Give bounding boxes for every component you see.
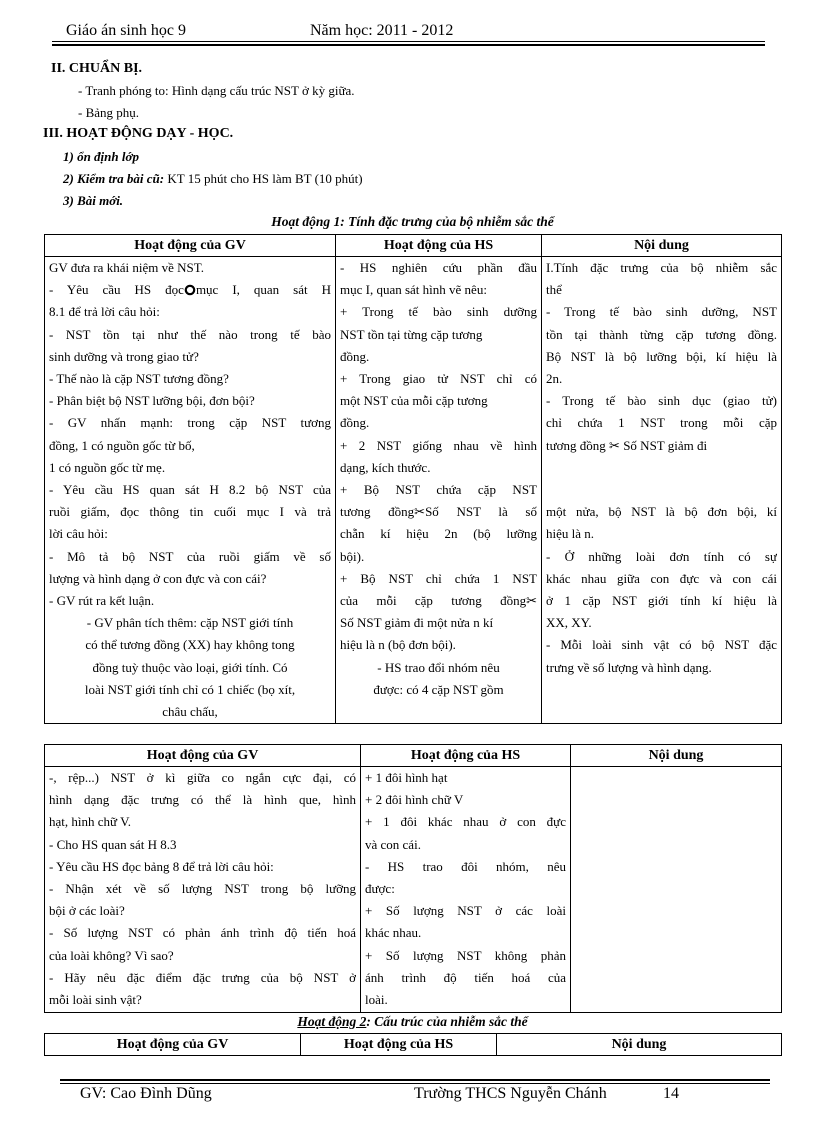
gv-line: - Nhận xét về số lượng NST trong bộ lưỡng <box>49 881 356 897</box>
gv-line: sinh dưỡng và trong giao tử? <box>49 348 199 364</box>
footer-page-number: 14 <box>663 1085 679 1102</box>
hs-line: đồng. <box>340 415 370 431</box>
hs-line: của mỗi cặp tương đồng✂ <box>340 593 537 609</box>
col-header-content: Nội dung <box>497 1034 782 1056</box>
col-header-content: Nội dung <box>571 745 782 767</box>
gv-line: loài NST giới tính chỉ có 1 chiếc (bọ xít, <box>84 681 296 697</box>
gv-line: - Số lượng NST có phản ánh trình độ tiến hoá <box>49 925 356 941</box>
gv-cell <box>45 257 336 724</box>
prep-item: - Tranh phóng to: Hình dạng cấu trúc NST ở kỳ giữa. <box>78 83 355 98</box>
footer-school: Trường THCS Nguyễn Chánh <box>414 1085 607 1102</box>
gv-line: - GV rút ra kết luận. <box>49 593 155 609</box>
activity1-title: Hoạt động 1: Tính đặc trưng của bộ nhiễm sắc thể <box>271 214 554 229</box>
gv-cell <box>45 767 361 1013</box>
col-header-hs: Hoạt động của HS <box>301 1034 497 1056</box>
hs-line: tương đồng✂Số NST là số <box>340 504 537 520</box>
content-cell <box>571 767 782 1013</box>
hs-line: được: <box>365 881 395 897</box>
activity2-table <box>44 1033 782 1056</box>
gv-line: của loài không? Vì sao? <box>49 947 174 963</box>
header-rule-thin <box>52 41 765 42</box>
gv-line: có thể tương đồng (XX) hay không tong <box>85 637 295 653</box>
scissors-icon: ✂ <box>526 593 537 609</box>
content-line: Bộ NST là bộ lưỡng bội, kí hiệu là <box>546 348 777 364</box>
hs-line: + 1 đôi hình hạt <box>365 770 448 785</box>
scissors-icon: ✂ <box>414 504 426 520</box>
hs-line: + Bộ NST chỉ chứa 1 NST <box>340 570 537 586</box>
content-line: chỉ chứa 1 NST trong mỗi cặp <box>546 415 777 431</box>
gv-line: 8.1 để trả lời câu hỏi: <box>49 304 160 320</box>
content-gap <box>546 479 777 501</box>
hs-line: loài. <box>365 992 388 1008</box>
content-line: trưng về số lượng và hình dạng. <box>546 659 712 675</box>
content-line: - Trong tế bào sinh dưỡng, NST <box>546 304 777 320</box>
circle-bullet-icon <box>184 284 196 296</box>
content-line: ở 1 cặp NST giới tính kí hiệu là <box>546 593 777 609</box>
hs-line: dạng, kích thước. <box>340 459 431 475</box>
col-header-content: Nội dung <box>542 235 782 257</box>
footer-rule-thin <box>60 1083 770 1084</box>
header-subject: Giáo án sinh học 9 <box>66 22 186 39</box>
gv-line: - NST tồn tại như thế nào trong tế bào <box>49 326 331 342</box>
hs-line: ánh trình độ tiến hoá của <box>365 969 566 985</box>
hs-line: khác nhau. <box>365 925 422 941</box>
gv-line: -, rệp...) NST ở kì giữa co ngắn cực đại, có <box>49 770 356 785</box>
content-line: hiệu là n. <box>546 526 595 542</box>
hs-line: một NST của mỗi cặp tương <box>340 393 488 409</box>
gv-line: - Mô tả bộ NST của ruồi giấm về số <box>49 548 331 564</box>
content-line: thể <box>546 282 562 298</box>
continuation-table <box>44 744 782 1013</box>
col-header-hs: Hoạt động của HS <box>336 235 542 257</box>
activity2-title <box>44 1014 781 1030</box>
gv-line: lượng và hình dạng ở con đực và con cái? <box>49 570 267 586</box>
gv-line: - Hãy nêu đặc điểm đặc trưng của bộ NST ở <box>49 969 356 985</box>
hs-line: + Bộ NST chứa cặp NST <box>340 482 537 498</box>
step-1: 1) ổn định lớp <box>63 149 139 164</box>
content-line: - Mỗi loài sinh vật có bộ NST đặc <box>546 637 777 653</box>
activity2-label: Hoạt động 2 <box>297 1014 367 1029</box>
gv-line: bội ở các loài? <box>49 903 125 919</box>
step-3: 3) Bài mới. <box>63 193 124 208</box>
gv-line: - Yêu cầu HS đọc bảng 8 để trả lời câu hỏi: <box>49 858 274 874</box>
activity2-title-text: : Cấu trúc của nhiễm sắc thể <box>366 1014 528 1029</box>
footer-rule-thick <box>60 1079 770 1081</box>
header-rule-thick <box>52 44 765 46</box>
hs-line: bội). <box>340 548 365 564</box>
gv-line: lời câu hỏi: <box>49 526 108 542</box>
gv-line: - GV phân tích thêm: cặp NST giới tính <box>86 615 294 631</box>
hs-line: - HS nghiên cứu phần đầu <box>340 260 537 275</box>
content-line: XX, XY. <box>546 615 592 631</box>
hs-line: chẵn kí hiệu 2n (bộ lưỡng <box>340 526 537 542</box>
hs-line: + Trong giao tử NST chỉ có <box>340 371 537 387</box>
hs-line: NST tồn tại từng cặp tương <box>340 326 483 342</box>
hs-line: + Số lượng NST không phản <box>365 947 566 963</box>
hs-line: mục I, quan sát hình vẽ nêu: <box>340 282 487 298</box>
gv-line: - Yêu cầu HS đọc mục I, quan sát H <box>49 282 331 298</box>
col-header-gv: Hoạt động của GV <box>45 235 336 257</box>
gv-line: đồng, 1 có nguồn gốc từ bố, <box>49 437 195 453</box>
gv-line: châu chấu, <box>162 704 218 720</box>
hs-line: - HS trao đôi nhóm, nêu <box>365 858 566 874</box>
col-header-gv: Hoạt động của GV <box>45 1034 301 1056</box>
hs-cell <box>336 257 542 724</box>
gv-line: GV đưa ra khái niệm về NST. <box>49 260 204 275</box>
hs-line: và con cái. <box>365 836 421 852</box>
hs-line: + Số lượng NST ở các loài <box>365 903 566 919</box>
hs-line: + 1 đôi khác nhau ở con đực <box>365 814 566 830</box>
gv-line: - Phân biệt bộ NST lưỡng bội, đơn bội? <box>49 393 255 409</box>
activities-title: III. HOẠT ĐỘNG DẠY - HỌC. <box>43 126 234 141</box>
prep-item: - Bảng phụ. <box>78 105 140 120</box>
content-line: tương đồng ✂ Số NST giảm đi <box>546 437 708 453</box>
gv-line: - Cho HS quan sát H 8.3 <box>49 836 177 852</box>
step-2-label: 2) Kiểm tra bài cũ: <box>63 171 165 186</box>
content-line: tồn tại thành từng cặp tương đồng. <box>546 326 777 342</box>
gv-line: đồng tuỳ thuộc vào loại, giới tính. Có <box>92 659 288 675</box>
prep-title: II. CHUẨN BỊ. <box>51 61 143 76</box>
content-line: 2n. <box>546 371 563 387</box>
content-line: I.Tính đặc trưng của bộ nhiễm sắc <box>546 260 777 275</box>
content-line: khác nhau giữa con đực và con cái <box>546 570 777 586</box>
hs-line: Số NST giảm đi một nửa n kí <box>340 615 494 631</box>
col-header-gv: Hoạt động của GV <box>45 745 361 767</box>
hs-line: hiệu là n (bộ đơn bội). <box>340 637 456 653</box>
content-line: một nửa, bộ NST là bộ đơn bội, kí <box>546 504 777 520</box>
scissors-icon: ✂ <box>609 437 620 453</box>
hs-cell <box>361 767 571 1013</box>
hs-line: được: có 4 cặp NST gồm <box>373 681 504 697</box>
gv-line: - GV nhấn mạnh: trong cặp NST tương <box>49 415 331 431</box>
hs-line: + 2 đôi hình chữ V <box>365 792 464 808</box>
gv-line: mỗi loài sinh vật? <box>49 992 142 1008</box>
gv-line: 1 có nguồn gốc từ mẹ. <box>49 459 166 475</box>
gv-line: ruồi giấm, đọc thông tin cuối mục I và trả <box>49 504 331 520</box>
gv-line: hình dạng đặc trưng có thể là hình que, hình <box>49 792 356 808</box>
content-line: - Trong tế bào sinh dục (giao tử) <box>546 393 777 409</box>
hs-line: + Trong tế bào sinh dưỡng <box>340 304 537 320</box>
gv-line: - Yêu cầu HS quan sát H 8.2 bộ NST của <box>49 482 331 498</box>
gv-line: - Thế nào là cặp NST tương đồng? <box>49 371 229 387</box>
hs-line: + 2 NST giống nhau về hình <box>340 437 537 453</box>
content-gap <box>546 457 777 479</box>
col-header-hs: Hoạt động của HS <box>361 745 571 767</box>
hs-line: đồng. <box>340 348 370 364</box>
step-2 <box>63 171 363 187</box>
gv-line: hạt, hình chữ V. <box>49 814 132 830</box>
activity1-table <box>44 234 782 724</box>
step-2-text: KT 15 phút cho HS làm BT (10 phút) <box>164 171 363 186</box>
footer-teacher: GV: Cao Đình Dũng <box>80 1085 212 1102</box>
hs-line: - HS trao đổi nhóm nêu <box>377 659 500 675</box>
content-line: - Ở những loài đơn tính có sự <box>546 548 777 564</box>
content-cell <box>542 257 782 724</box>
header-school-year: Năm học: 2011 - 2012 <box>310 22 454 39</box>
